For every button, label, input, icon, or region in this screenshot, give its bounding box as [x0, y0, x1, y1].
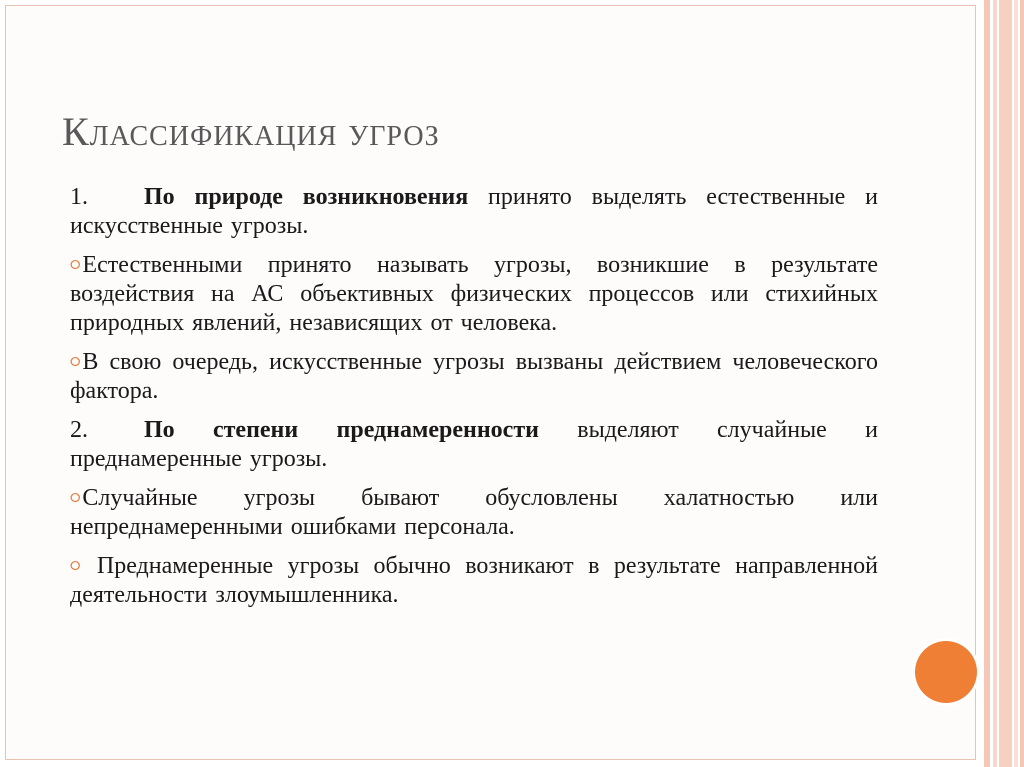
bullet-circle-icon: ⭘ [70, 355, 81, 370]
bullet-circle-icon: ⭘ [70, 491, 81, 506]
item-number: 2. [70, 417, 88, 443]
slide-content [70, 183, 878, 620]
bullet-item [70, 348, 878, 406]
item-text: Случайные угрозы бывают обусловлены халатностью или непреднамеренными ошибками персонала. [70, 485, 878, 540]
item-text: Преднамеренные угрозы обычно возникают в результате направленной деятельности злоумышленника. [70, 553, 878, 608]
decorative-stripe [984, 0, 990, 767]
numbered-item [70, 183, 878, 241]
item-number: 1. [70, 184, 88, 210]
item-text: Естественными принято называть угрозы, возникшие в результате воздействия на АС объективных физических процессов или стихийных природных явлений, независящих от человека. [70, 252, 878, 336]
decorative-stripe [993, 0, 997, 767]
decorative-circle [915, 641, 977, 703]
decorative-stripe [999, 0, 1012, 767]
decorative-stripe [1020, 0, 1024, 767]
bullet-circle-icon: ⭘ [70, 559, 81, 574]
bullet-circle-icon: ⭘ [70, 258, 81, 273]
decorative-stripe [1014, 0, 1018, 767]
bullet-item [70, 484, 878, 542]
item-text: выделяют случайные и преднамеренные угрозы. [70, 417, 878, 472]
item-bold-lead: По степени преднамеренности [144, 417, 539, 443]
slide-title: Классификация угроз [62, 109, 440, 154]
item-bold-lead: По природе возникновения [144, 184, 469, 210]
bullet-item [70, 251, 878, 338]
bullet-item [70, 552, 878, 610]
numbered-item [70, 416, 878, 474]
item-text: принято выделять естественные и искусственные угрозы. [70, 184, 878, 239]
item-text: В свою очередь, искусственные угрозы вызваны действием человеческого фактора. [70, 349, 878, 404]
